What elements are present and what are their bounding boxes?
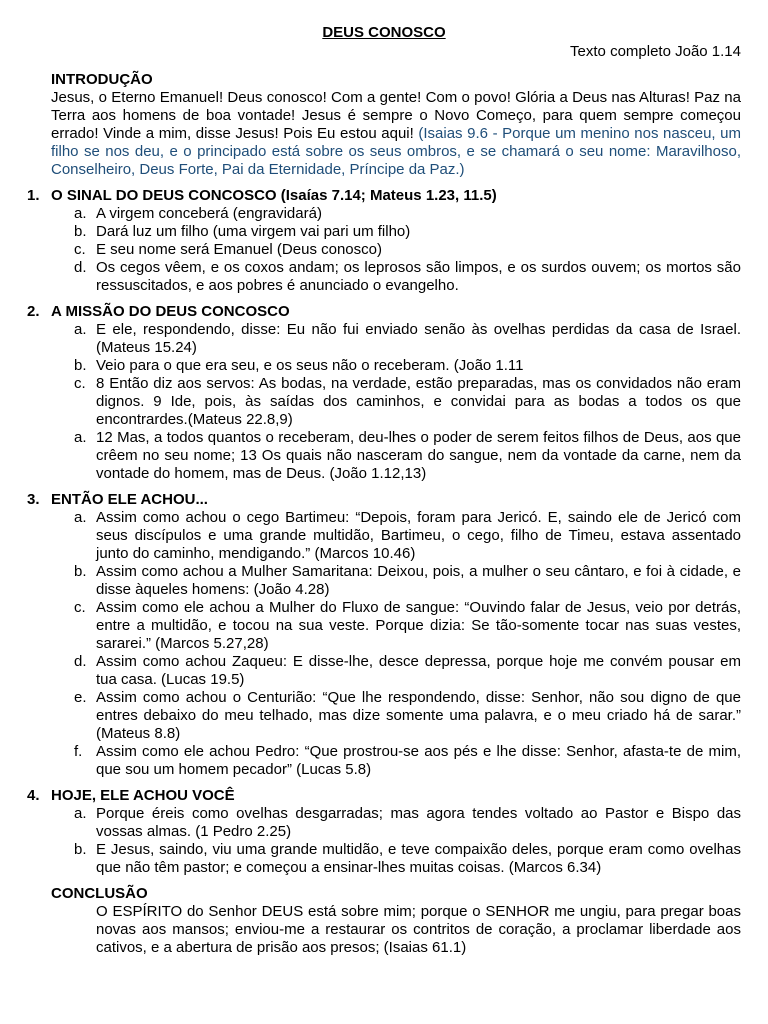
list-item (51, 689, 741, 743)
list-item (51, 653, 741, 689)
document-subtitle: Texto completo João 1.14 (570, 43, 741, 60)
item-letter: e. (74, 689, 87, 706)
list-item (51, 259, 741, 295)
section-item-list (51, 805, 741, 877)
section-number: 1. (27, 187, 40, 204)
section-title: ENTÃO ELE ACHOU... (51, 491, 208, 508)
item-text: Assim como achou a Mulher Samaritana: Deixou, pois, a mulher o seu cântaro, e foi à cidade, e disse àqueles homens: (João 4.28) (96, 563, 741, 598)
intro-quote: (Isaias 9.6 - Porque um menino nos nasceu, um filho se nos deu, e o principado está sobre os seus ombros, e se chamará o seu nome: Maravilhoso, Conselheiro, Deus Forte, Pai da Eternidade, Príncipe da Paz.) (51, 125, 741, 178)
conclusion-heading: CONCLUSÃO (51, 885, 148, 902)
section-title: A MISSÃO DO DEUS CONCOSCO (51, 303, 290, 320)
list-item (51, 509, 741, 563)
item-text: Dará luz um filho (uma virgem vai pari um filho) (96, 223, 411, 240)
section-number: 2. (27, 303, 40, 320)
item-letter: a. (74, 429, 87, 446)
item-letter: f. (74, 743, 83, 760)
list-item (51, 205, 741, 223)
intro-heading: INTRODUÇÃO (51, 71, 153, 88)
item-letter: b. (74, 357, 87, 374)
item-letter: c. (74, 599, 86, 616)
section-3 (27, 491, 741, 779)
section-title: O SINAL DO DEUS CONCOSCO (Isaías 7.14; Mateus 1.23, 11.5) (51, 187, 497, 204)
list-item (51, 805, 741, 841)
item-letter: d. (74, 653, 87, 670)
section-number: 3. (27, 491, 40, 508)
item-letter: b. (74, 223, 87, 240)
item-text: Veio para o que era seu, e os seus não o receberam. (João 1.11 (96, 357, 524, 374)
list-item (51, 599, 741, 653)
item-text: Assim como achou o Centurião: “Que lhe respondendo, disse: Senhor, não sou digno de que entres debaixo do meu telhado, mas dize somente uma palavra, e o meu criado há de sarar.” (Mateus 8.8) (96, 689, 741, 742)
item-letter: b. (74, 563, 87, 580)
list-item (51, 223, 741, 241)
conclusion-text: O ESPÍRITO do Senhor DEUS está sobre mim; porque o SENHOR me ungiu, para pregar boas novas aos mansos; enviou-me a restaurar os contritos de coração, a proclamar liberdade aos cativos, e a abertura de prisão aos presos; (Isaias 61.1) (96, 903, 741, 956)
list-item (51, 375, 741, 429)
list-item (51, 241, 741, 259)
intro-paragraph (51, 89, 741, 179)
item-letter: a. (74, 321, 87, 338)
item-text: Assim como ele achou Pedro: “Que prostrou-se aos pés e lhe disse: Senhor, afasta-te de mim, que sou um homem pecador” (Lucas 5.8) (96, 743, 741, 778)
conclusion (51, 885, 741, 957)
item-letter: a. (74, 205, 87, 222)
sections-container (27, 187, 741, 877)
item-letter: c. (74, 241, 86, 258)
section-2 (27, 303, 741, 483)
list-item (51, 357, 741, 375)
item-letter: a. (74, 509, 87, 526)
list-item (51, 429, 741, 483)
document-title: DEUS CONOSCO (322, 24, 446, 41)
item-text: A virgem conceberá (engravidará) (96, 205, 322, 222)
item-text: Porque éreis como ovelhas desgarradas; mas agora tendes voltado ao Pastor e Bispo das vossas almas. (1 Pedro 2.25) (96, 805, 741, 840)
section-item-list (51, 205, 741, 295)
intro-text: Jesus, o Eterno Emanuel! Deus conosco! Com a gente! Com o povo! Glória a Deus nas Alturas! Paz na Terra aos homens de boa vontade! Jesus é sempre o Novo Começo, para quem sempre começou errado! Vinde a mim, disse Jesus! Pois Eu estou aqui! (51, 89, 741, 142)
item-letter: d. (74, 259, 87, 276)
item-text: E seu nome será Emanuel (Deus conosco) (96, 241, 382, 258)
item-letter: a. (74, 805, 87, 822)
section-title: HOJE, ELE ACHOU VOCÊ (51, 787, 235, 804)
list-item (51, 743, 741, 779)
item-text: 8 Então diz aos servos: As bodas, na verdade, estão preparadas, mas os convidados não eram dignos. 9 Ide, pois, às saídas dos caminhos, e convidai para as bodas a todos os que encontrardes.(Mateus 22.8,9) (96, 375, 741, 428)
section-4 (27, 787, 741, 877)
section-1 (27, 187, 741, 295)
list-item (51, 841, 741, 877)
item-text: Assim como achou o cego Bartimeu: “Depois, foram para Jericó. E, saindo ele de Jericó com seus discípulos e uma grande multidão, Bartimeu, o cego, filho de Timeu, estava assentado junto do caminho, mendigando.” (Marcos 10.46) (96, 509, 741, 562)
item-letter: b. (74, 841, 87, 858)
item-text: E Jesus, saindo, viu uma grande multidão, e teve compaixão deles, porque eram como ovelhas que não têm pastor; e começou a ensinar-lhes muitas coisas. (Marcos 6.34) (96, 841, 741, 876)
item-text: Assim como achou Zaqueu: E disse-lhe, desce depressa, porque hoje me convém pousar em tua casa. (Lucas 19.5) (96, 653, 741, 688)
item-text: Assim como ele achou a Mulher do Fluxo de sangue: “Ouvindo falar de Jesus, veio por detrás, entre a multidão, e tocou na sua veste. Porque dizia: Se tão-somente tocar nas suas vestes, sararei.” (Marcos 5.27,28) (96, 599, 741, 652)
section-item-list (51, 509, 741, 779)
section-number: 4. (27, 787, 40, 804)
list-item (51, 321, 741, 357)
section-item-list (51, 321, 741, 483)
list-item (51, 563, 741, 599)
item-text: 12 Mas, a todos quantos o receberam, deu-lhes o poder de serem feitos filhos de Deus, aos que crêem no seu nome; 13 Os quais não nasceram do sangue, nem da vontade da carne, nem da vontade do homem, mas de Deus. (João 1.12,13) (96, 429, 741, 482)
item-letter: c. (74, 375, 86, 392)
item-text: E ele, respondendo, disse: Eu não fui enviado senão às ovelhas perdidas da casa de Israel. (Mateus 15.24) (96, 321, 741, 356)
item-text: Os cegos vêem, e os coxos andam; os leprosos são limpos, e os surdos ouvem; os mortos são ressuscitados, e aos pobres é anunciado o evangelho. (96, 259, 741, 294)
introduction (51, 71, 741, 179)
